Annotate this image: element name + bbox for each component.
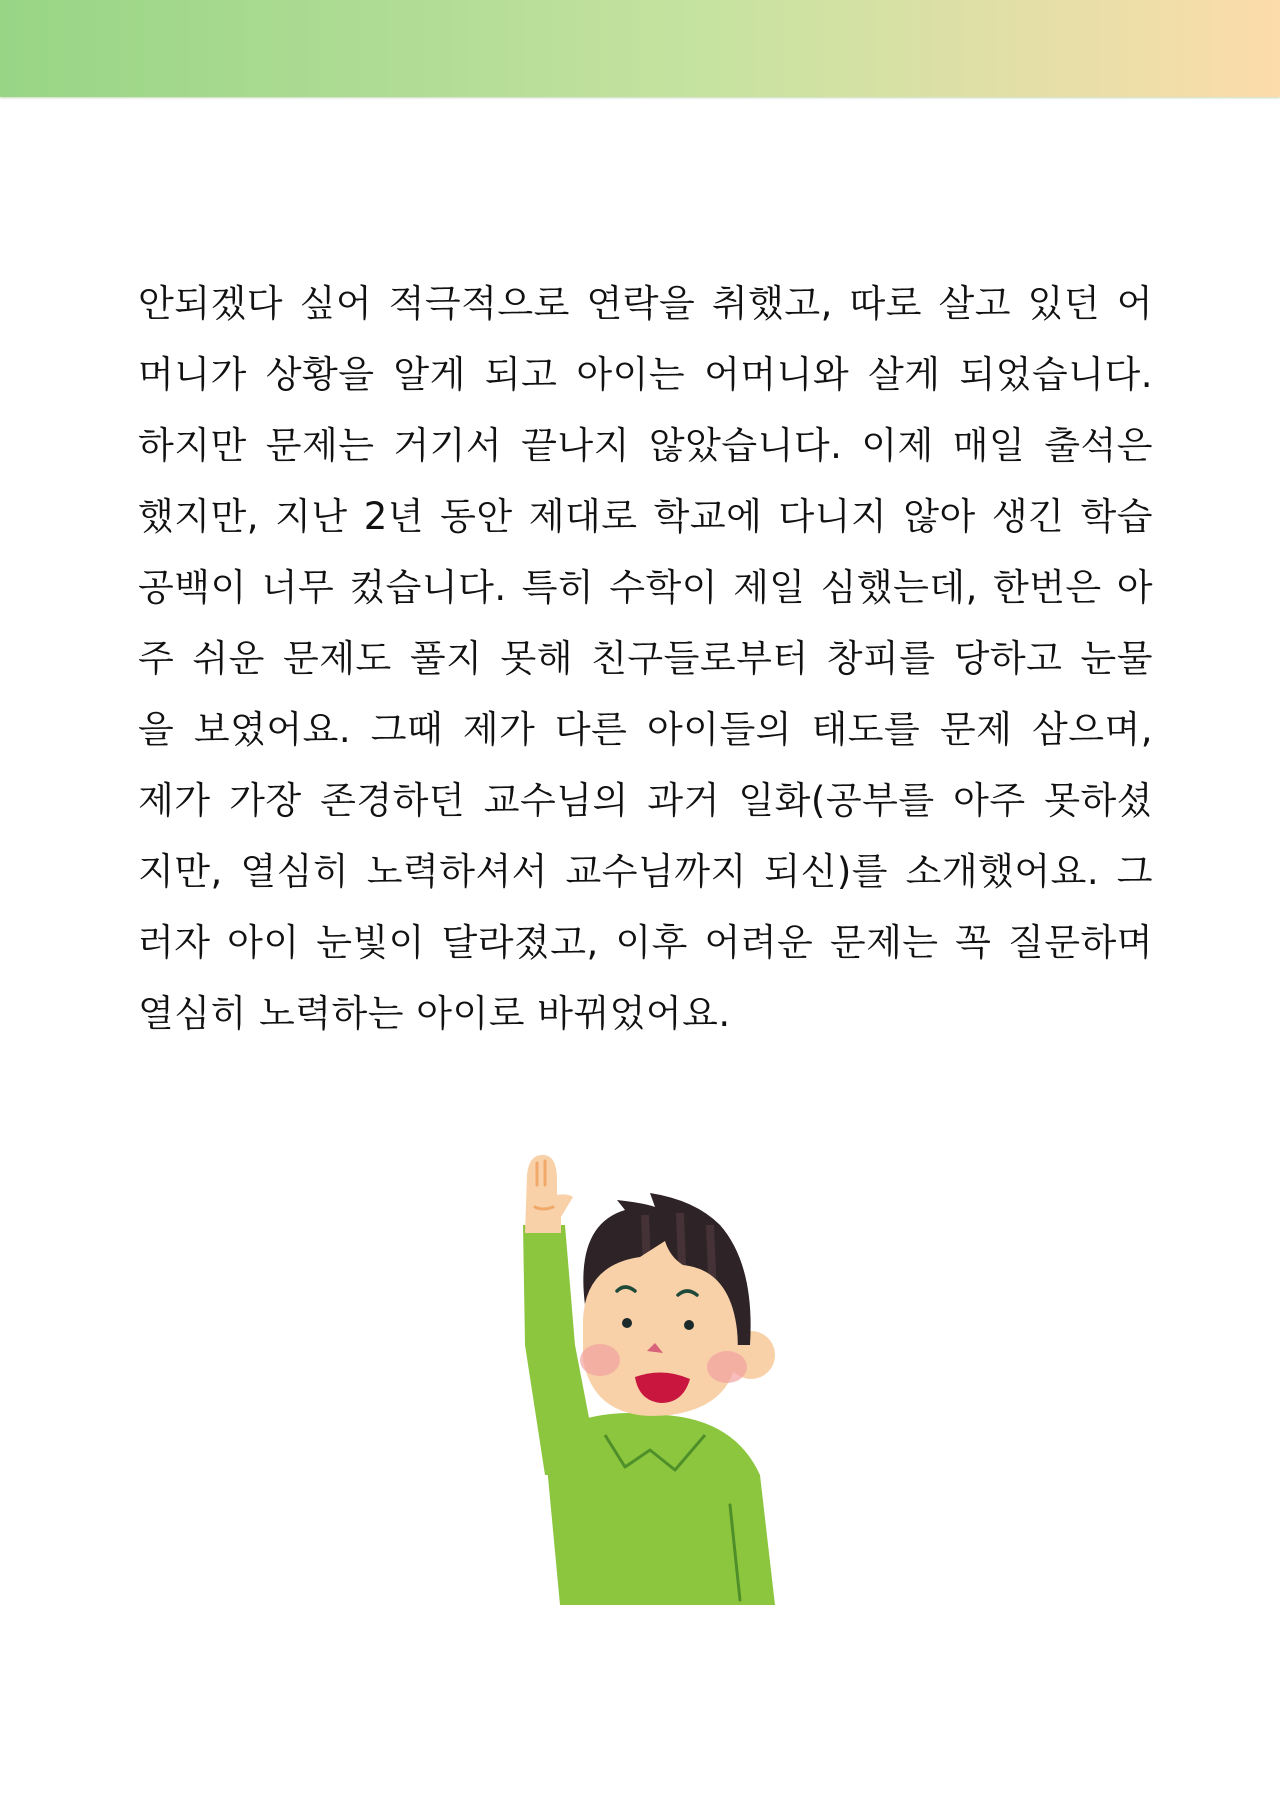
text-line: 러자 아이 눈빛이 달라졌고, 이후 어려운 문제는 꼭 질문하며: [138, 921, 1153, 964]
text-line: 하지만 문제는 거기서 끝나지 않았습니다. 이제 매일 출석은: [138, 424, 1153, 467]
text-line: 주 쉬운 문제도 풀지 못해 친구들로부터 창피를 당하고 눈물: [138, 637, 1153, 680]
header-gradient-band: [0, 0, 1280, 97]
text-line: 공백이 너무 컸습니다. 특히 수학이 제일 심했는데, 한번은 아: [138, 566, 1153, 609]
body-paragraph: [138, 268, 1153, 1049]
text-line: 열심히 노력하는 아이로 바뀌었어요.: [138, 992, 731, 1035]
boy-raising-hand-illustration: [505, 1145, 780, 1605]
text-line: 머니가 상황을 알게 되고 아이는 어머니와 살게 되었습니다.: [138, 353, 1153, 396]
text-line: 안되겠다 싶어 적극적으로 연락을 취했고, 따로 살고 있던 어: [138, 282, 1153, 325]
text-line: 을 보였어요. 그때 제가 다른 아이들의 태도를 문제 삼으며,: [138, 708, 1153, 751]
text-line: 했지만, 지난 2년 동안 제대로 학교에 다니지 않아 생긴 학습: [138, 495, 1153, 538]
text-line: 지만, 열심히 노력하셔서 교수님까지 되신)를 소개했어요. 그: [138, 850, 1153, 893]
text-line: 제가 가장 존경하던 교수님의 과거 일화(공부를 아주 못하셨: [138, 779, 1153, 822]
